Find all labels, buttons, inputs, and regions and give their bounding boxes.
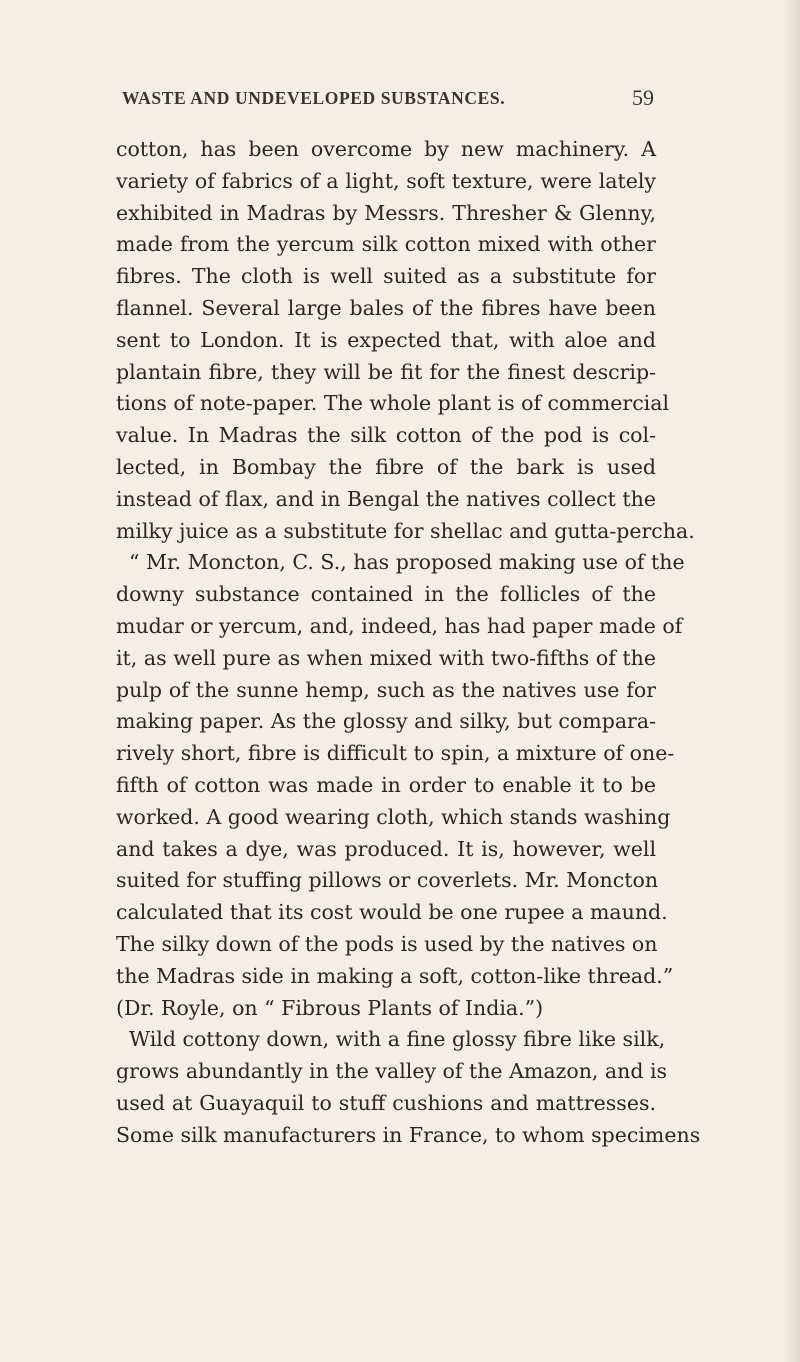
text-line: flannel. Several large bales of the fibres have been — [116, 295, 656, 320]
text-line: the Madras side in making a soft, cotton-like thread.” — [116, 963, 674, 988]
text-line: “ Mr. Moncton, C. S., has proposed making use of the — [129, 550, 685, 575]
text-line: downy substance contained in the follicles of the — [116, 582, 656, 607]
text-line: suited for stuffing pillows or coverlets. Mr. Moncton — [116, 868, 659, 893]
text-line: and takes a dye, was produced. It is, however, well — [116, 836, 656, 861]
page-number: 59 — [632, 85, 654, 110]
text-line: (Dr. Royle, on “ Fibrous Plants of India.”) — [116, 995, 544, 1020]
text-line: used at Guayaquil to stuff cushions and mattresses. — [116, 1090, 656, 1115]
text-line: instead of flax, and in Bengal the natives collect the — [116, 486, 656, 511]
text-line: lected, in Bombay the fibre of the bark is used — [116, 454, 656, 479]
page-edge — [782, 0, 800, 1362]
text-line: variety of fabrics of a light, soft texture, were lately — [116, 168, 656, 193]
body-text — [116, 134, 701, 1152]
text-line: Some silk manufacturers in France, to whom specimens — [116, 1122, 701, 1147]
text-line: tions of note-paper. The whole plant is of commercial — [116, 391, 670, 416]
text-line: Wild cottony down, with a fine glossy fibre like silk, — [129, 1027, 666, 1052]
text-line: fibres. The cloth is well suited as a substitute for — [116, 264, 656, 289]
text-line: making paper. As the glossy and silky, but compara- — [116, 709, 656, 734]
text-line: pulp of the sunne hemp, such as the natives use for — [116, 677, 656, 702]
running-head — [116, 85, 654, 118]
text-line: The silky down of the pods is used by the natives on — [116, 931, 658, 956]
text-line: rively short, fibre is difficult to spin, a mixture of one- — [116, 741, 675, 766]
text-line: made from the yercum silk cotton mixed with other — [116, 232, 656, 257]
text-line: cotton, has been overcome by new machinery. A — [116, 137, 656, 161]
text-line: worked. A good wearing cloth, which stands washing — [116, 804, 671, 829]
text-line: mudar or yercum, and, indeed, has had paper made of — [116, 613, 683, 638]
text-line: calculated that its cost would be one rupee a maund. — [116, 900, 668, 925]
running-title: WASTE AND UNDEVELOPED SUBSTANCES. — [122, 88, 506, 108]
text-line: fifth of cotton was made in order to enable it to be — [116, 772, 656, 797]
text-line: sent to London. It is expected that, with aloe and — [116, 327, 656, 352]
text-line: value. In Madras the silk cotton of the pod is col- — [116, 423, 656, 448]
text-line: plantain fibre, they will be fit for the finest descrip- — [116, 359, 656, 384]
text-line: it, as well pure as when mixed with two-fifths of the — [116, 645, 656, 670]
text-line: grows abundantly in the valley of the Amazon, and is — [116, 1059, 668, 1084]
text-line: exhibited in Madras by Messrs. Thresher & Glenny, — [116, 200, 656, 225]
text-line: milky juice as a substitute for shellac and gutta-percha. — [116, 518, 695, 543]
